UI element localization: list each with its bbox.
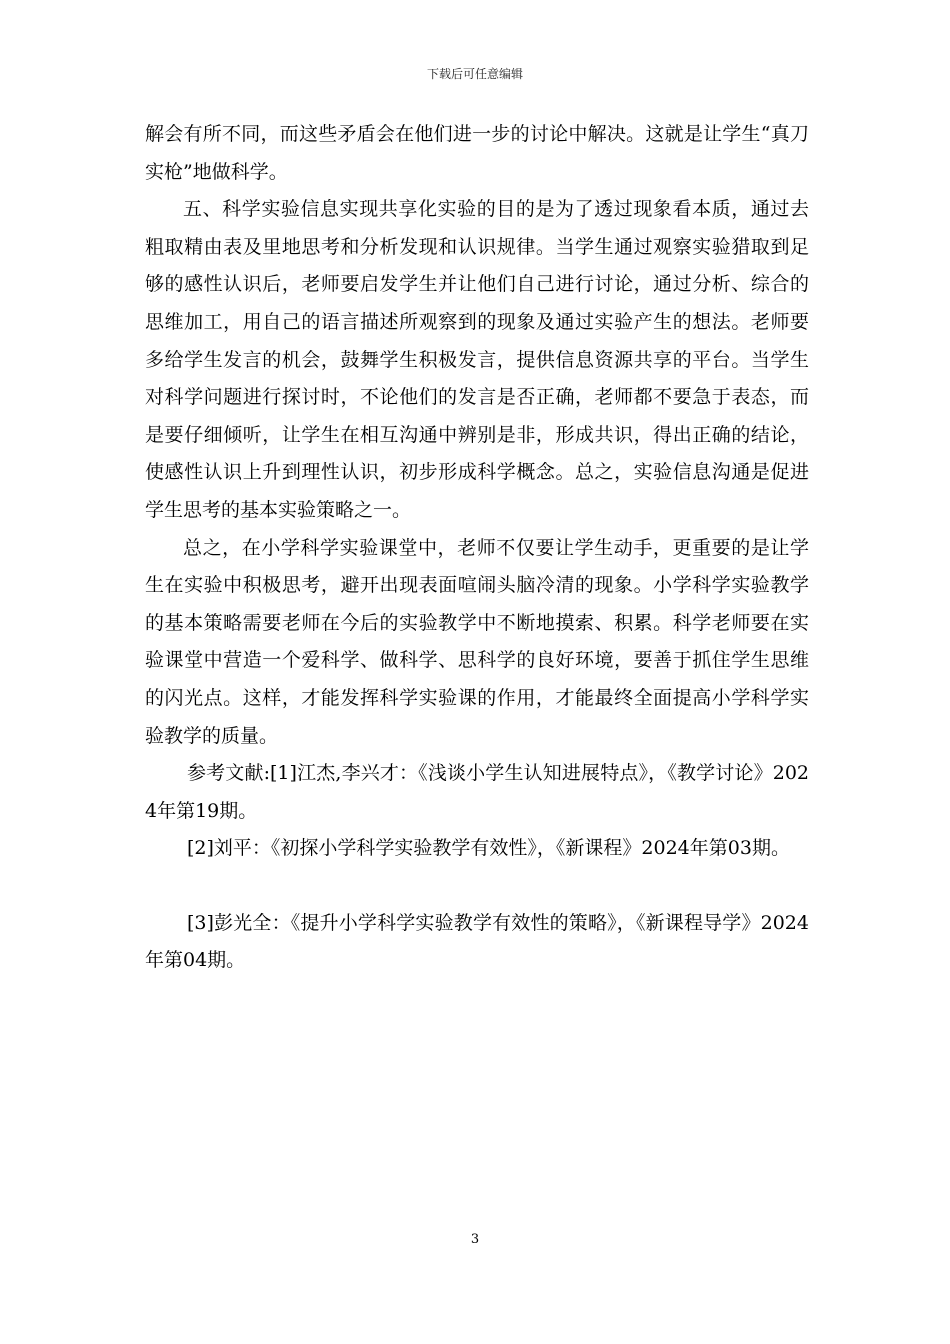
page-number: 3 <box>470 1232 480 1247</box>
paragraph-conclusion: 总之，在小学科学实验课堂中，老师不仅要让学生动手，更重要的是让学生在实验中积极思考，避开出现表面喧闹头脑冷清的现象。小学科学实验教学的基本策略需要老师在今后的实验教学中不断地摸索、积累。科学老师要在实验课堂中营造一个爱科学、做科学、思科学的良好环境，要善于抓住学生思维的闪光点。这样，才能发挥科学实验课的作用，才能最终全面提高小学科学实验教学的质量。 <box>145 536 809 747</box>
reference-2: [2]刘平：《初探小学科学实验教学有效性》，《新课程》2024年第03期。 <box>187 837 790 860</box>
paragraph-continuation: 解会有所不同，而这些矛盾会在他们进一步的讨论中解决。这就是让学生“真刀实枪”地做科学。 <box>145 123 809 183</box>
document-body <box>145 116 809 980</box>
reference-1: 参考文献:[1]江杰,李兴才：《浅谈小学生认知进展特点》，《教学讨论》2024年第19期。 <box>145 762 809 822</box>
paragraph-section-five: 五、科学实验信息实现共享化实验的目的是为了透过现象看本质，通过去粗取精由表及里地思考和分析发现和认识规律。当学生通过观察实验猎取到足够的感性认识后，老师要启发学生并让他们自己进行讨论，通过分析、综合的思维加工，用自己的语言描述所观察到的现象及通过实验产生的想法。老师要多给学生发言的机会，鼓舞学生积极发言，提供信息资源共享的平台。当学生对科学问题进行探讨时，不论他们的发言是否正确，老师都不要急于表态，而是要仔细倾听，让学生在相互沟通中辨别是非，形成共识，得出正确的结论，使感性认识上升到理性认识，初步形成科学概念。总之，实验信息沟通是促进学生思考的基本实验策略之一。 <box>145 198 809 521</box>
reference-3: [3]彭光全：《提升小学科学实验教学有效性的策略》，《新课程导学》2024年第04期。 <box>145 911 809 972</box>
page-header: 下载后可任意编辑 <box>426 67 523 81</box>
